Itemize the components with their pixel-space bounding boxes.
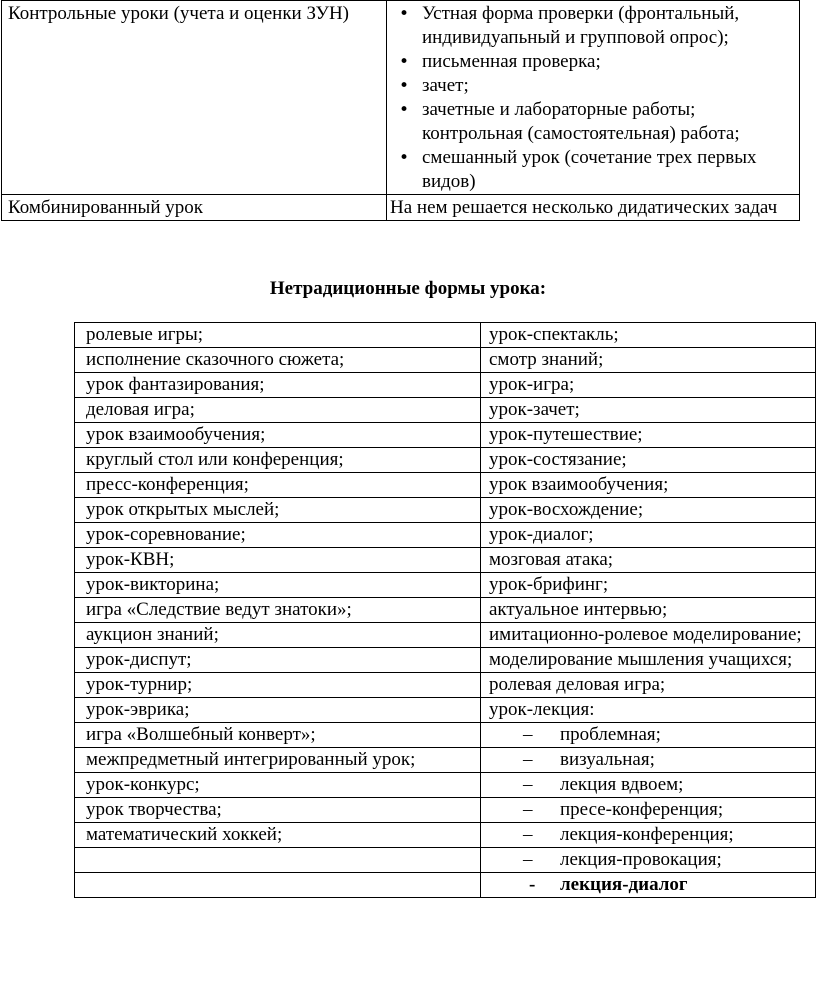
form-cell [481,773,816,798]
form-cell: урок-зачет; [481,398,816,423]
list-item: • Устная форма проверки (фронтальный, индивидуапьный и групповой опрос); [387,2,793,50]
form-cell: имитационно-ролевое моделирование; [481,623,816,648]
form-cell [481,873,816,898]
table-row [75,723,816,748]
lesson-type-cell: Комбинированный урок [2,195,387,221]
form-cell: урок-состязание; [481,448,816,473]
form-cell [75,848,481,873]
table-row [75,873,816,898]
description-text: На нем решается несколько дидатических задач [390,197,778,218]
description-cell [387,1,800,195]
form-cell [481,823,816,848]
table-row [75,548,816,573]
form-cell: деловая игра; [75,398,481,423]
form-cell [75,873,481,898]
form-cell: исполнение сказочного сюжета; [75,348,481,373]
form-cell: пресс-конференция; [75,473,481,498]
form-cell: математический хоккей; [75,823,481,848]
form-cell: урок творчества; [75,798,481,823]
form-cell: урок-КВН; [75,548,481,573]
form-cell: игра «Волшебный конверт»; [75,723,481,748]
form-cell: ролевая деловая игра; [481,673,816,698]
table-row [75,448,816,473]
table-row [75,348,816,373]
form-cell: урок-диспут; [75,648,481,673]
form-cell: урок взаимообучения; [75,423,481,448]
form-cell: урок-викторина; [75,573,481,598]
table-row [75,623,816,648]
bullet-list [387,2,793,194]
form-cell: урок-конкурс; [75,773,481,798]
form-cell: смотр знаний; [481,348,816,373]
table-row [75,473,816,498]
lecture-subtype: – лекция-конференция; [481,823,807,847]
list-item: • смешанный урок (сочетание трех первых видов) [387,146,793,194]
lesson-types-table [1,0,800,221]
table-row [75,598,816,623]
form-cell: урок взаимообучения; [481,473,816,498]
form-cell: урок-игра; [481,373,816,398]
form-cell: урок-брифинг; [481,573,816,598]
form-cell [481,748,816,773]
table-row [75,648,816,673]
lecture-subtype: – лекция-провокация; [481,848,807,872]
list-item: • зачет; [387,74,793,98]
table-row [75,798,816,823]
lecture-subtype: - лекция-диалог [481,873,807,897]
table-row [2,1,800,195]
form-cell: игра «Следствие ведут знатоки»; [75,598,481,623]
form-cell: урок-соревнование; [75,523,481,548]
table-row [75,398,816,423]
form-cell: ролевые игры; [75,323,481,348]
form-cell: межпредметный интегрированный урок; [75,748,481,773]
form-cell [481,723,816,748]
form-cell: урок фантазирования; [75,373,481,398]
form-cell: урок-спектакль; [481,323,816,348]
table-row [2,195,800,221]
form-cell [481,848,816,873]
table-row [75,498,816,523]
lecture-subtype: – визуальная; [481,748,807,772]
form-cell: урок открытых мыслей; [75,498,481,523]
form-cell: круглый стол или конференция; [75,448,481,473]
table-row [75,373,816,398]
form-cell: урок-турнир; [75,673,481,698]
table-row [75,573,816,598]
table-row [75,748,816,773]
form-cell: актуальное интервью; [481,598,816,623]
form-cell: урок-лекция: [481,698,816,723]
list-item: • зачетные и лабораторные работы; контрольная (самостоятельная) работа; [387,98,793,146]
nontraditional-forms-table [74,322,816,898]
lecture-subtype: – пресе-конференция; [481,798,807,822]
list-item: • письменная проверка; [387,50,793,74]
table-row [75,823,816,848]
form-cell: урок-эврика; [75,698,481,723]
table-row [75,698,816,723]
form-cell: урок-диалог; [481,523,816,548]
table-row [75,523,816,548]
lecture-subtype: – лекция вдвоем; [481,773,807,797]
table-row [75,323,816,348]
table-row [75,673,816,698]
lesson-type-cell: Контрольные уроки (учета и оценки ЗУН) [2,1,387,195]
lecture-subtype: – проблемная; [481,723,807,747]
table-row [75,773,816,798]
form-cell: урок-путешествие; [481,423,816,448]
table-row [75,848,816,873]
form-cell: мозговая атака; [481,548,816,573]
form-cell [481,798,816,823]
form-cell: моделирование мышления учащихся; [481,648,816,673]
form-cell: аукцион знаний; [75,623,481,648]
form-cell: урок-восхождение; [481,498,816,523]
section-heading: Нетрадиционные формы урока: [269,278,547,299]
description-cell [387,195,800,221]
table-row [75,423,816,448]
